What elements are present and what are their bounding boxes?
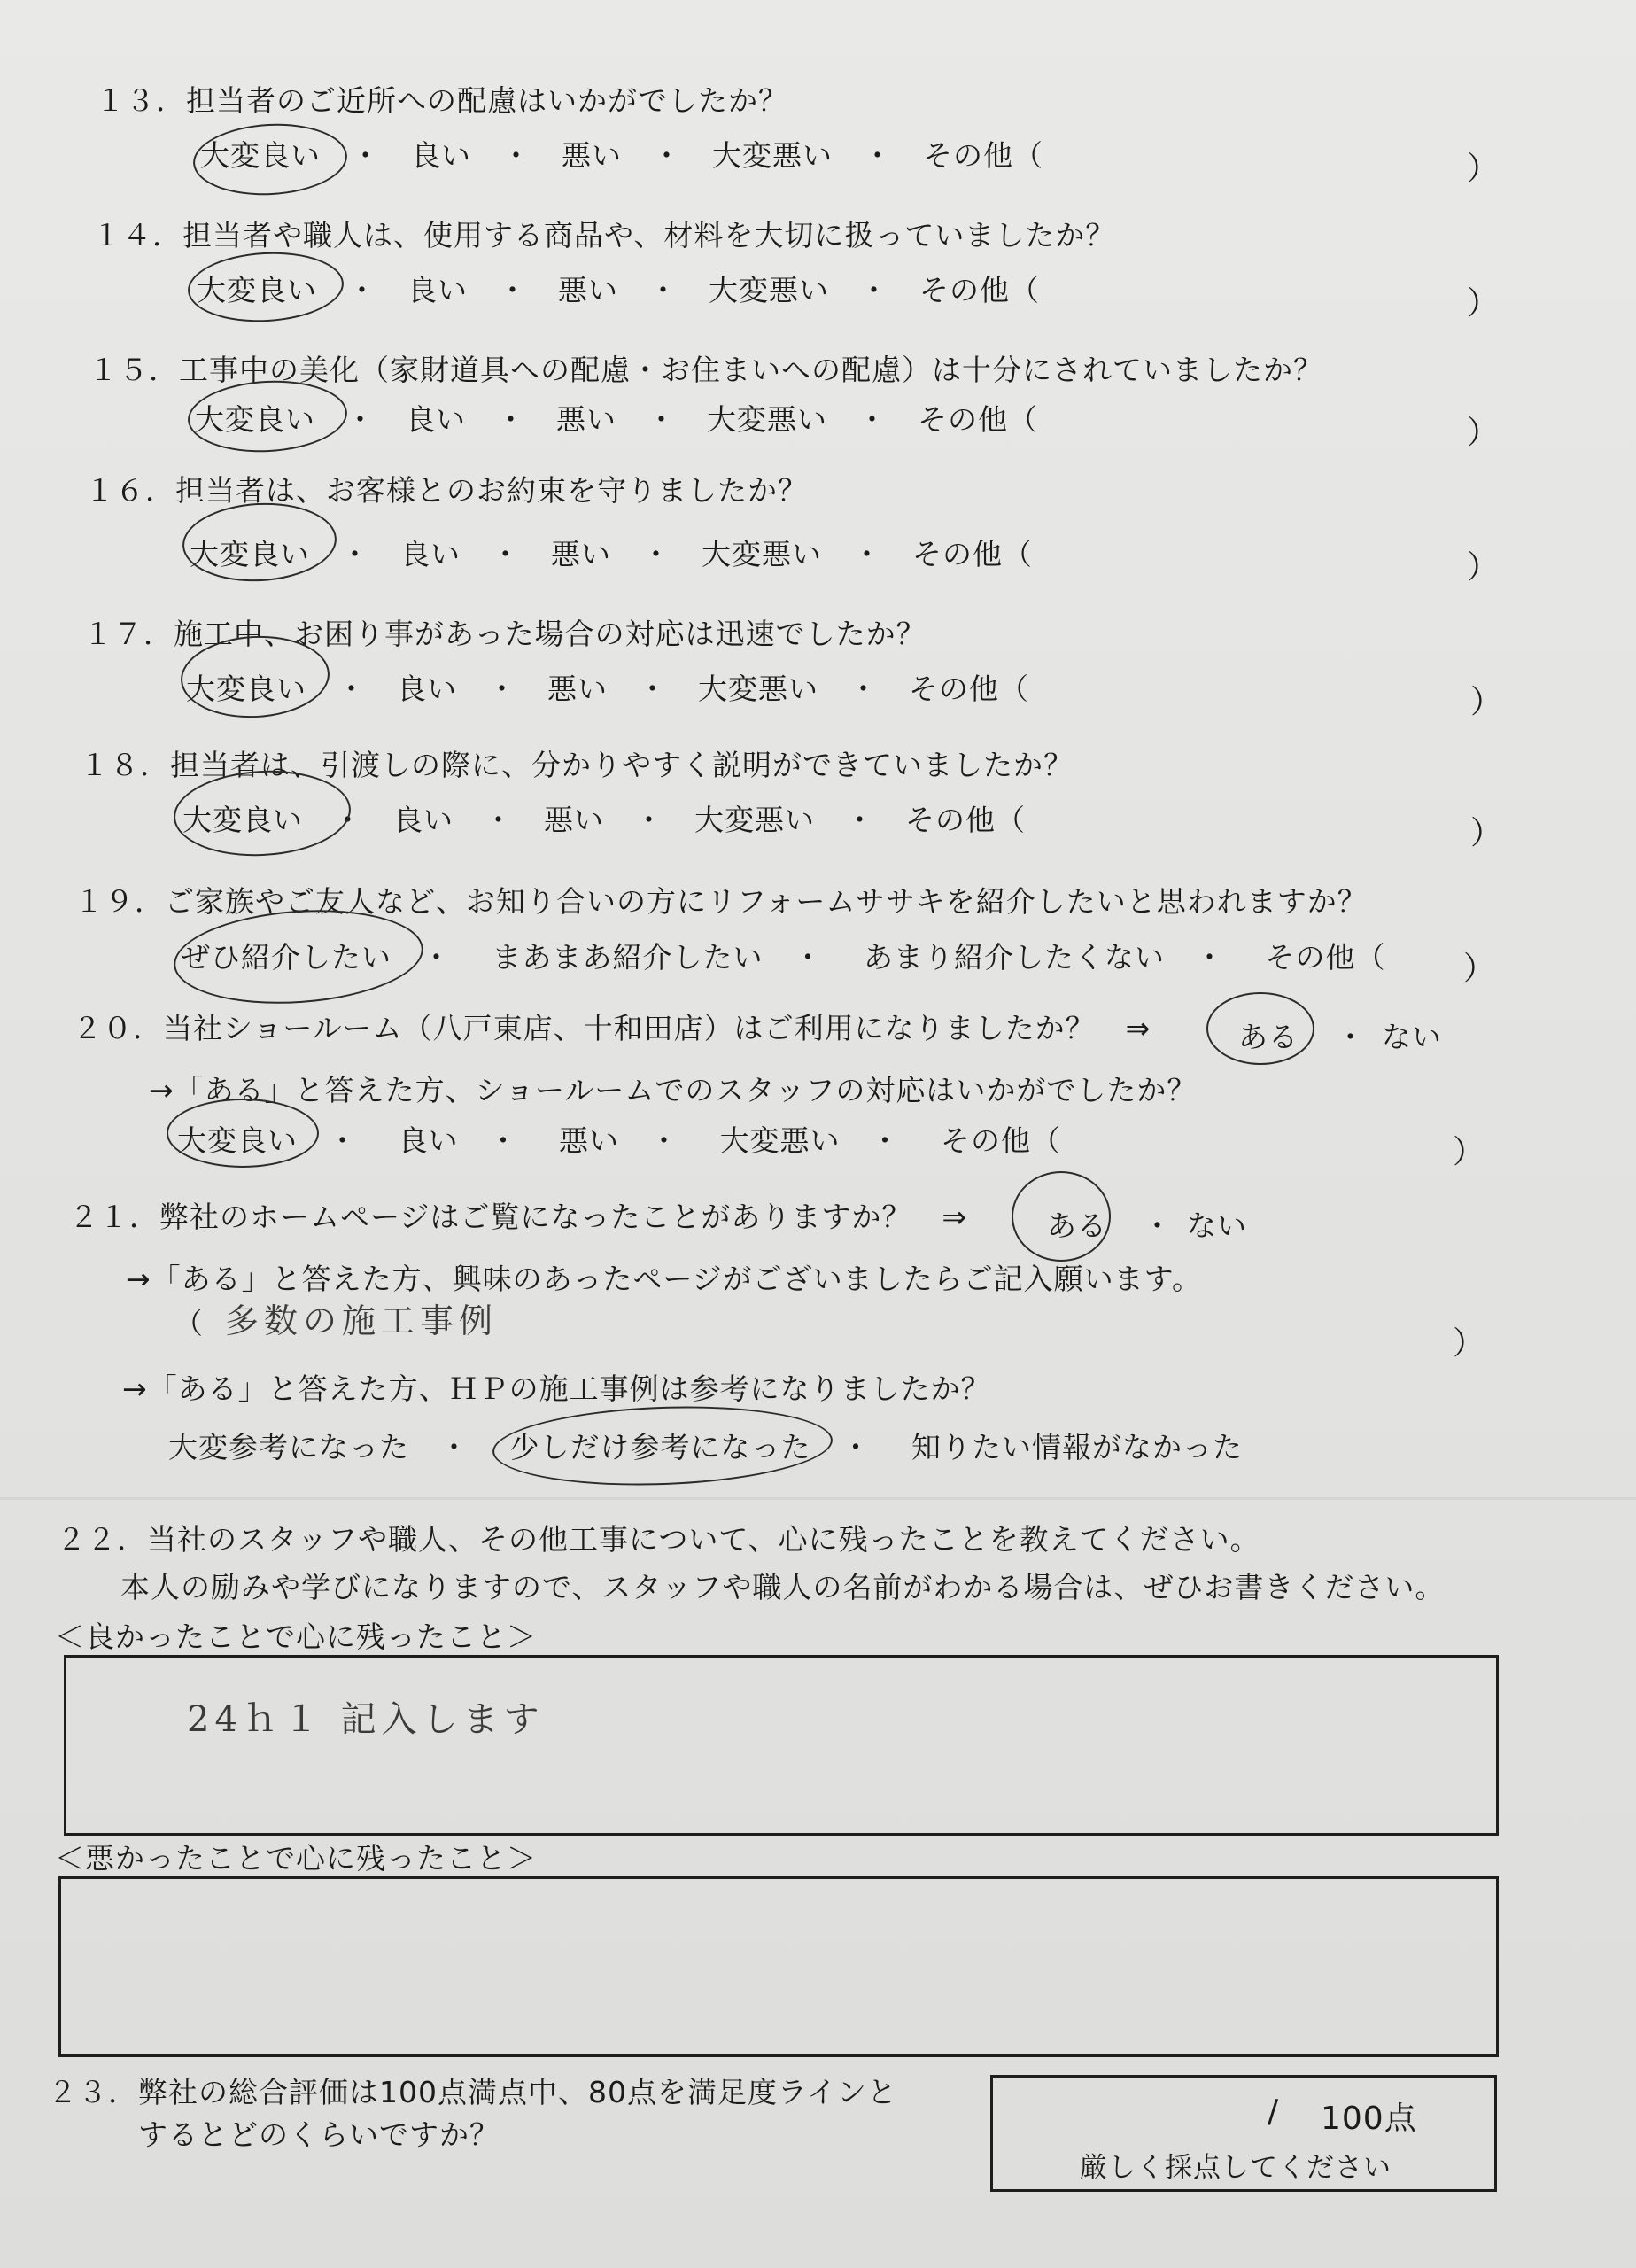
q17-options: 大変良い ・ 良い ・ 悪い ・ 大変悪い ・ その他（ [186,666,1029,708]
q16-text: １６．担当者は、お客様とのお約束を守りましたか？ [85,473,808,508]
q17-option-3[interactable]: 悪い [547,672,608,706]
q14-close-paren: ） [1467,285,1500,322]
q15-option-4[interactable]: 大変悪い [707,402,827,437]
q15-close-paren: ） [1467,415,1500,451]
q21-dot: ・ [1143,1208,1173,1243]
bad-memories-label: ＜悪かったことで心に残ったこと＞ [55,1841,537,1876]
q20-option-5[interactable]: その他（ [941,1123,1061,1158]
q15-option-5[interactable]: その他（ [918,402,1038,437]
good-memories-label: ＜良かったことで心に残ったこと＞ [55,1619,537,1654]
q13-answer-circle [191,120,349,199]
q14-answer-circle [186,248,345,325]
q14-option-1[interactable]: 大変良い [197,273,317,307]
q13-options: 大変良い ・ 良い ・ 悪い ・ 大変悪い ・ その他（ [200,133,1043,175]
q13-option-4[interactable]: 大変悪い [712,138,833,173]
q22-line1: ２２．当社のスタッフや職人、その他工事について、心に残ったことを教えてください。 [57,1522,1260,1557]
q17-option-1[interactable]: 大変良い [186,672,306,706]
good-memories-handwritten: 24ｈ１ 記入します [187,1699,545,1740]
q16-options: 大変良い ・ 良い ・ 悪い ・ 大変悪い ・ その他（ [190,532,1033,573]
q19-option-4[interactable]: その他（ [1265,940,1386,975]
q19-option-2[interactable]: まあまあ紹介したい [492,940,764,975]
q15-option-2[interactable]: 良い [406,402,466,437]
q15-text: １５．工事中の美化（家財道具への配慮・お住まいへの配慮）は十分にされていましたか？ [89,353,1323,387]
q23-line2: するとどのくらいですか？ [138,2117,500,2152]
q15-options: 大変良い ・ 良い ・ 悪い ・ 大変悪い ・ その他（ [195,397,1038,439]
q14-option-2[interactable]: 良い [407,273,468,307]
q14-text: １４．担当者や職人は、使用する商品や、材料を大切に扱っていましたか？ [92,218,1116,252]
good-memories-box[interactable] [64,1655,1499,1836]
q18-option-5[interactable]: その他（ [905,803,1026,837]
q14-option-3[interactable]: 悪い [558,273,618,307]
q21-option-2[interactable]: 少しだけ参考になった [509,1430,811,1464]
q13-close-paren: ） [1467,151,1500,187]
q14-option-4[interactable]: 大変悪い [709,273,829,307]
q20-yes[interactable]: ある [1238,1020,1299,1054]
q21-no[interactable]: ない [1187,1208,1247,1243]
q16-option-3[interactable]: 悪い [551,537,611,571]
q21-text: ２１．弊社のホームページはご覧になったことがありますか？ ⇒ [69,1200,967,1234]
score-note: 厳しく採点してください [1080,2152,1392,2184]
q18-close-paren: ） [1470,815,1503,851]
q20-dot: ・ [1336,1020,1366,1054]
q21-options: 大変参考になった ・ 少しだけ参考になった ・ 知りたい情報がなかった [168,1425,1243,1466]
q21-follow2: →「ある」と答えた方、ＨＰの施工事例は参考になりましたか？ [122,1371,991,1406]
q21-option-1[interactable]: 大変参考になった [168,1430,409,1464]
q20-follow: →「ある」と答えた方、ショールームでのスタッフの対応はいかがでしたか？ [149,1073,1198,1107]
q13-option-3[interactable]: 悪い [562,138,622,173]
q21-answer-circle [492,1401,834,1490]
q17-close-paren: ） [1470,684,1503,720]
score-max: 100点 [1321,2101,1417,2137]
q18-options: 大変良い ・ 良い ・ 悪い ・ 大変悪い ・ その他（ [182,797,1026,839]
q19-close-paren: ） [1463,951,1496,987]
q20-answer-circle [167,1099,319,1168]
score-slash: / [1268,2093,1280,2130]
q20-option-1[interactable]: 大変良い [177,1123,298,1158]
q20-text: ２０．当社ショールーム（八戸東店、十和田店）はご利用になりましたか？ ⇒ [73,1011,1151,1045]
q18-option-4[interactable]: 大変悪い [694,803,815,837]
q14-option-5[interactable]: その他（ [919,273,1040,307]
q19-text: １９．ご家族やご友人など、お知り合いの方にリフォームササキを紹介したいと思われますか？ [74,884,1368,919]
q20-close-paren: ） [1453,1134,1485,1170]
q20-no[interactable]: ない [1382,1020,1442,1054]
q17-option-2[interactable]: 良い [397,672,457,706]
q20-option-3[interactable]: 悪い [559,1123,619,1158]
q21-handwritten-answer[interactable]: 多数の施工事例 [225,1301,499,1340]
q13-text: １３．担当者のご近所への配慮はいかがでしたか？ [96,83,788,118]
q19-option-3[interactable]: あまり紹介したくない [864,940,1165,975]
q16-close-paren: ） [1467,549,1500,586]
q21-yes-circle [1012,1171,1111,1262]
q21-follow1: →「ある」と答えた方、興味のあったページがございましたらご記入願います。 [126,1262,1203,1296]
q16-option-1[interactable]: 大変良い [190,537,310,571]
bad-memories-box[interactable] [58,1876,1499,2057]
q21-close-paren: ） [1453,1325,1485,1362]
q21-option-3[interactable]: 知りたい情報がなかった [911,1430,1243,1464]
q19-option-1[interactable]: ぜひ紹介したい [181,940,392,975]
q18-text: １８．担当者は、引渡しの際に、分かりやすく説明ができていましたか？ [80,748,1074,782]
q18-option-3[interactable]: 悪い [544,803,604,837]
q17-text: １７．施工中、お困り事があった場合の対応は迅速でしたか？ [83,617,927,651]
q13-option-5[interactable]: その他（ [923,138,1043,173]
q13-option-2[interactable]: 良い [411,138,471,173]
score-box[interactable] [990,2075,1497,2192]
q17-option-5[interactable]: その他（ [909,672,1029,706]
q16-option-4[interactable]: 大変悪い [702,537,822,571]
q20-option-2[interactable]: 良い [398,1123,459,1158]
q13-option-1[interactable]: 大変良い [200,138,321,173]
q18-option-1[interactable]: 大変良い [182,803,303,837]
q18-option-2[interactable]: 良い [393,803,454,837]
q20-options: 大変良い ・ 良い ・ 悪い ・ 大変悪い ・ その他（ [177,1118,1061,1160]
q21-yes[interactable]: ある [1047,1208,1107,1243]
q15-option-1[interactable]: 大変良い [195,402,315,437]
q19-options: ぜひ紹介したい ・ まあまあ紹介したい ・ あまり紹介したくない ・ その他（ [181,935,1386,976]
q17-option-4[interactable]: 大変悪い [698,672,818,706]
q23-line1: ２３．弊社の総合評価は100点満点中、80点を満足度ラインと [48,2075,897,2109]
q20-option-4[interactable]: 大変悪い [719,1123,841,1158]
q16-option-2[interactable]: 良い [400,537,461,571]
q14-options: 大変良い ・ 良い ・ 悪い ・ 大変悪い ・ その他（ [197,268,1040,309]
q15-option-3[interactable]: 悪い [556,402,616,437]
q16-option-5[interactable]: その他（ [912,537,1033,571]
q20-yes-circle [1206,992,1314,1065]
q21-open-paren: （ [174,1306,204,1340]
q22-line2: 本人の励みや学びになりますので、スタッフや職人の名前がわかる場合は、ぜひお書きください。 [120,1570,1446,1604]
